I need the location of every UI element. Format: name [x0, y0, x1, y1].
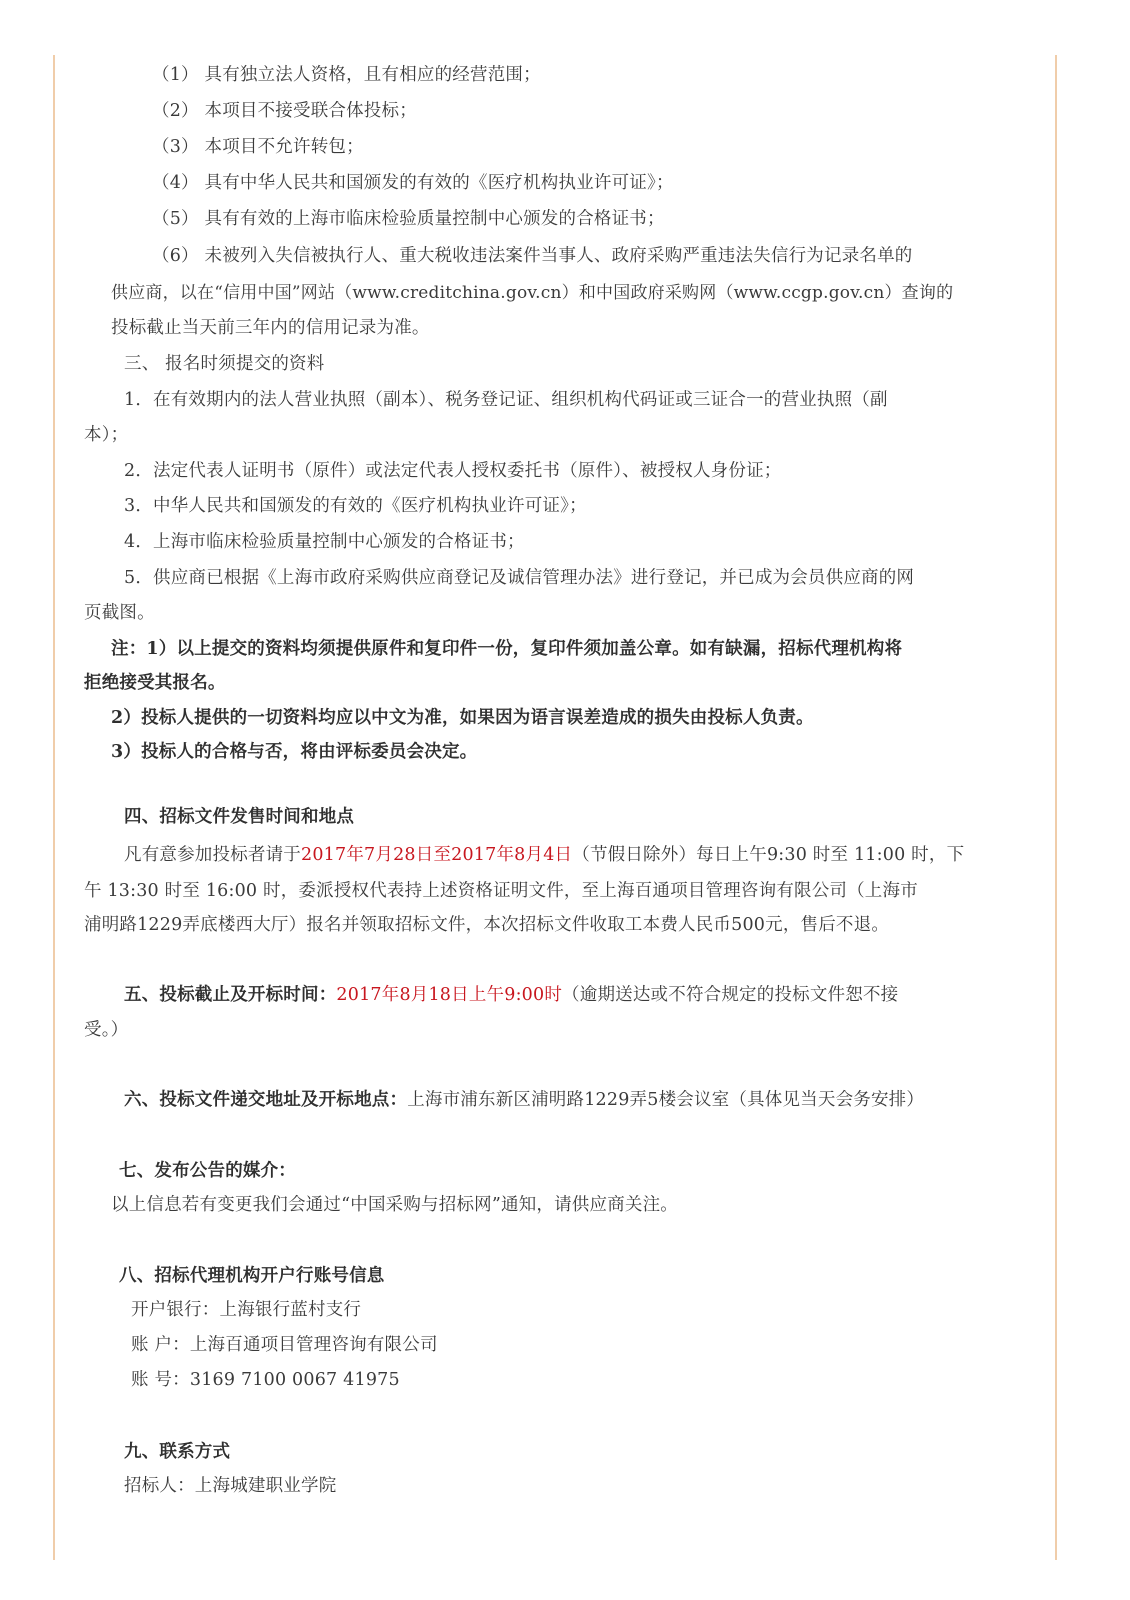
tenderer: 招标人：上海城建职业学院	[124, 1476, 337, 1496]
note-1-line-1: 注：1）以上提交的资料均须提供原件和复印件一份，复印件须加盖公章。如有缺漏，招标代理机构将	[111, 639, 903, 659]
requirement-1: （1） 具有独立法人资格，且有相应的经营范围；	[152, 65, 541, 85]
section-9-heading: 九、联系方式	[124, 1442, 231, 1462]
section-4-line-2: 午 13:30 时至 16:00 时，委派授权代表持上述资格证明文件，至上海百通项目管理咨询有限公司（上海市	[84, 881, 918, 901]
deadline-time: 2017年8月18日上午9:00时	[336, 985, 563, 1005]
section-4-heading: 四、招标文件发售时间和地点	[124, 807, 355, 827]
section-7-heading: 七、发布公告的媒介：	[119, 1161, 296, 1181]
section-6-line	[124, 1088, 924, 1112]
note-2: 2）投标人提供的一切资料均应以中文为准，如果因为语言误差造成的损失由投标人负责。	[111, 708, 814, 728]
left-margin-rule	[53, 55, 55, 1560]
note-1-line-2: 拒绝接受其报名。	[84, 673, 226, 693]
material-4: 4．上海市临床检验质量控制中心颁发的合格证书；	[124, 532, 525, 552]
sale-date-range: 2017年7月28日至2017年8月4日	[301, 845, 573, 865]
section-5-line-2: 受。）	[84, 1020, 129, 1040]
section-4-line-1	[124, 843, 964, 867]
section-5-line-1	[124, 983, 898, 1007]
requirement-6-line-2: 供应商，以在“信用中国”网站（www.creditchina.gov.cn）和中国政府采购网（www.ccgp.gov.cn）查询的	[111, 283, 954, 303]
material-5-line-2: 页截图。	[84, 603, 155, 623]
material-2: 2．法定代表人证明书（原件）或法定代表人授权委托书（原件）、被授权人身份证；	[124, 461, 782, 481]
material-5-line-1: 5．供应商已根据《上海市政府采购供应商登记及诚信管理办法》进行登记，并已成为会员供应商的网	[124, 568, 915, 588]
sale-intro-text: 凡有意参加投标者请于	[124, 845, 301, 865]
material-1-line-1: 1．在有效期内的法人营业执照（副本）、税务登记证、组织机构代码证或三证合一的营业执照（副	[124, 390, 888, 410]
section-5-heading: 五、投标截止及开标时间：	[124, 985, 337, 1005]
requirement-6-line-1: （6） 未被列入失信被执行人、重大税收违法案件当事人、政府采购严重违法失信行为记录名单的	[152, 246, 913, 266]
note-3: 3）投标人的合格与否，将由评标委员会决定。	[111, 742, 478, 762]
deadline-note: （逾期送达或不符合规定的投标文件恕不接	[562, 985, 899, 1005]
section-7-text: 以上信息若有变更我们会通过“中国采购与招标网”通知，请供应商关注。	[111, 1195, 678, 1215]
sale-hours-text: （节假日除外）每日上午9:30 时至 11:00 时，下	[572, 845, 965, 865]
requirement-5: （5） 具有有效的上海市临床检验质量控制中心颁发的合格证书；	[152, 209, 665, 229]
material-3: 3．中华人民共和国颁发的有效的《医疗机构执业许可证》；	[124, 496, 587, 516]
requirement-6-line-3: 投标截止当天前三年内的信用记录为准。	[111, 318, 430, 338]
account-number: 账 号：3169 7100 0067 41975	[131, 1370, 400, 1390]
submission-address: 上海市浦东新区浦明路1229弄5楼会议室（具体见当天会务安排）	[407, 1090, 925, 1110]
section-3-heading: 三、 报名时须提交的资料	[124, 354, 325, 374]
bank-name: 开户银行：上海银行蓝村支行	[131, 1300, 362, 1320]
requirement-4: （4） 具有中华人民共和国颁发的有效的《医疗机构执业许可证》；	[152, 173, 674, 193]
section-8-heading: 八、招标代理机构开户行账号信息	[119, 1266, 385, 1286]
requirement-2: （2） 本项目不接受联合体投标；	[152, 101, 417, 121]
section-6-heading: 六、投标文件递交地址及开标地点：	[124, 1090, 408, 1110]
material-1-line-2: 本）；	[84, 425, 129, 445]
account-name: 账 户：上海百通项目管理咨询有限公司	[131, 1335, 438, 1355]
requirement-3: （3） 本项目不允许转包；	[152, 137, 364, 157]
section-4-line-3: 浦明路1229弄底楼西大厅）报名并领取招标文件，本次招标文件收取工本费人民币500元，售后不退。	[84, 915, 890, 935]
right-margin-rule	[1055, 55, 1057, 1560]
